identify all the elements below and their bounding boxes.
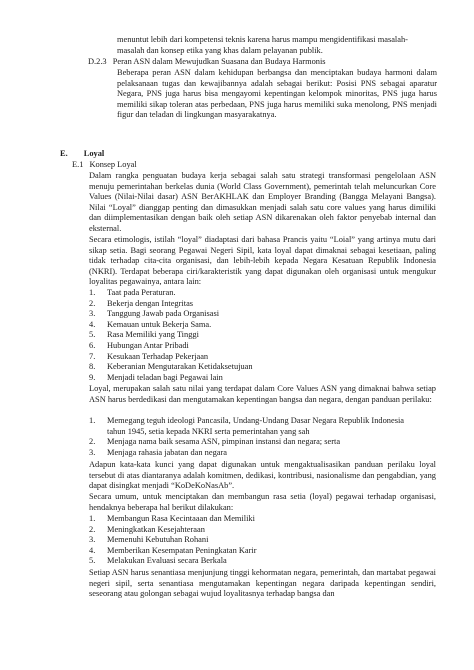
paragraph-e1-etymology: Secara etimologis, istilah “loyal” diadaptasi dari bahasa Prancis yaitu “Loial” yang artinya mutu dari sikap setia. Bagi seorang Pegawai Negeri Sipil, kata loyal dapat dimaknai sebagai kesetiaan, paling tidak terhadap cita-cita organisasi, dan lebih-lebih kepada Negara Kesatuan Republik Indonesia (NKRI). Terdapat beberapa ciri/karakteristik yang dapat digunakan oleh organisasi untuk mengukur loyalitas pegawainya, antara lain:	[89, 235, 436, 287]
list-item	[89, 416, 436, 437]
list-text: Menjaga rahasia jabatan dan negara	[107, 447, 227, 457]
list-number: 8.	[89, 362, 96, 372]
list-item	[89, 362, 429, 373]
list-number: 2.	[89, 524, 96, 534]
list-text: Taat pada Peraturan.	[107, 288, 176, 297]
list-text: Meningkatkan Kesejahteraan	[107, 524, 205, 534]
paragraph-closing: Setiap ASN harus senantiasa menjunjung tinggi kehormatan negara, pemerintah, dan martabat pegawai negeri sipil, serta senantiasa mengutamakan kepentingan negara daripada kepentingan sendiri, seseorang atau golongan sebagai wujud loyalitasnya terhadap bangsa dan	[89, 568, 436, 599]
list-item	[89, 437, 436, 448]
subsection-heading-e1	[72, 160, 272, 171]
list-number: 3.	[89, 447, 96, 457]
loyalty-characteristics-list	[89, 288, 429, 383]
list-number: 2.	[89, 437, 96, 447]
list-item	[89, 330, 429, 341]
subsection-heading-d23	[88, 57, 428, 68]
list-text: Hubungan Antar Pribadi	[107, 340, 189, 350]
list-text: Menjadi teladan bagi Pegawai lain	[107, 372, 223, 382]
list-item	[89, 288, 429, 299]
list-number: 2.	[89, 298, 96, 308]
list-number: 5.	[89, 330, 96, 340]
list-item	[89, 341, 429, 352]
list-number: 6.	[89, 340, 96, 350]
list-number: 5.	[89, 556, 96, 566]
list-number: 7.	[89, 351, 96, 361]
list-number: 4.	[89, 319, 96, 329]
list-number: 9.	[89, 372, 96, 382]
list-item	[89, 299, 429, 310]
subsection-label: D.2.3	[88, 57, 107, 66]
continued-list-text	[117, 35, 437, 56]
section-heading-e	[60, 149, 260, 160]
paragraph-e1-intro: Dalam rangka penguatan budaya kerja sebagai salah satu strategi transformasi pengelolaan ASN menuju pemerintahan berkelas dunia (World Class Government), pemerintah telah meluncurkan Core Values (Nilai-Nilai dasar) ASN BerAKHLAK dan Employer Branding (Bangga Melayani Bangsa). Nilai “Loyal” dianggap penting dan dimasukkan menjadi salah satu core values yang harus dimiliki dan diimplementasikan dengan baik oleh setiap ASN dikarenakan oleh faktor penyebab internal dan eksternal.	[89, 171, 436, 233]
list-number: 4.	[89, 545, 96, 555]
list-number: 3.	[89, 535, 96, 545]
list-item	[89, 535, 429, 546]
list-text: Membangun Rasa Kecintaaan dan Memiliki	[107, 514, 255, 523]
subsection-label: E.1	[72, 160, 84, 169]
list-item	[89, 373, 429, 384]
list-item	[89, 514, 429, 525]
list-text-cont: tahun 1945, setia kepada NKRI serta pemerintahan yang sah	[107, 426, 310, 436]
paragraph-building-loyalty: Secara umum, untuk menciptakan dan membangun rasa setia (loyal) pegawai terhadap organisasi, hendaknya beberapa hal berikut dilakukan:	[89, 492, 436, 512]
subsection-title: Konsep Loyal	[89, 160, 137, 169]
list-text: Keberanian Mengutarakan Ketidaksetujuan	[107, 362, 253, 372]
list-text: Memegang teguh ideologi Pancasila, Undang-Undang Dasar Negara Republik Indonesia	[107, 416, 404, 425]
list-item	[89, 309, 429, 320]
section-title: Loyal	[83, 149, 105, 158]
list-text: Kemauan untuk Bekerja Sama.	[107, 319, 212, 329]
loyalty-building-list	[89, 514, 429, 567]
list-item	[89, 546, 429, 557]
text-line: masalah dan konsep etika yang khas dalam pelayanan publik.	[117, 45, 323, 55]
behavior-guidance-list	[89, 416, 436, 458]
list-text: Memenuhi Kebutuhan Rohani	[107, 535, 209, 545]
list-number: 1.	[89, 288, 96, 297]
list-item	[89, 525, 429, 536]
list-item	[89, 352, 429, 363]
list-text: Kesukaan Terhadap Pekerjaan	[107, 351, 209, 361]
list-text: Melakukan Evaluasi secara Berkala	[107, 556, 227, 566]
subsection-title: Peran ASN dalam Mewujudkan Suasana dan Budaya Harmonis	[112, 57, 326, 66]
list-item	[89, 448, 436, 459]
list-item	[89, 556, 429, 567]
list-number: 1.	[89, 514, 96, 523]
list-text: Tanggung Jawab pada Organisasi	[107, 309, 220, 319]
list-text: Memberikan Kesempatan Peningkatan Karir	[107, 545, 257, 555]
paragraph-core-values: Loyal, merupakan salah satu nilai yang terdapat dalam Core Values ASN yang dimaknai bahwa setiap ASN harus berdedikasi dan mengutamakan kepentingan bangsa dan negara, dengan panduan perilaku:	[89, 384, 436, 404]
paragraph-d23: Beberapa peran ASN dalam kehidupan berbangsa dan menciptakan budaya harmoni dalam pelaksanaan tugas dan kewajibannya adalah sebagai berikut: Posisi PNS sebagai aparatur Negara, PNS juga harus bisa mengayomi kepentingan kelompok minoritas, PNS juga harus memiliki sikap toleran atas perbedaan, PNS juga harus memiliki suka menolong, PNS menjadi figur dan teladan di lingkungan masyarakatnya.	[117, 68, 437, 120]
list-text: Menjaga nama baik sesama ASN, pimpinan instansi dan negara; serta	[107, 437, 341, 447]
paragraph-keywords: Adapun kata-kata kunci yang dapat digunakan untuk mengaktualisasikan panduan perilaku loyal tersebut di atas diantaranya adalah komitmen, dedikasi, kontribusi, nasionalisme dan pengabdian, yang dapat disingkat menjadi “KoDeKoNasAb”.	[89, 460, 436, 491]
list-number: 3.	[89, 309, 96, 319]
section-label: E.	[60, 149, 68, 158]
text-line: menuntut lebih dari kompetensi teknis karena harus mampu mengidentifikasi masalah-	[117, 35, 408, 44]
list-number: 1.	[89, 416, 96, 425]
list-text: Rasa Memiliki yang Tinggi	[107, 330, 199, 340]
list-text: Bekerja dengan Integritas	[107, 298, 194, 308]
list-item	[89, 320, 429, 331]
